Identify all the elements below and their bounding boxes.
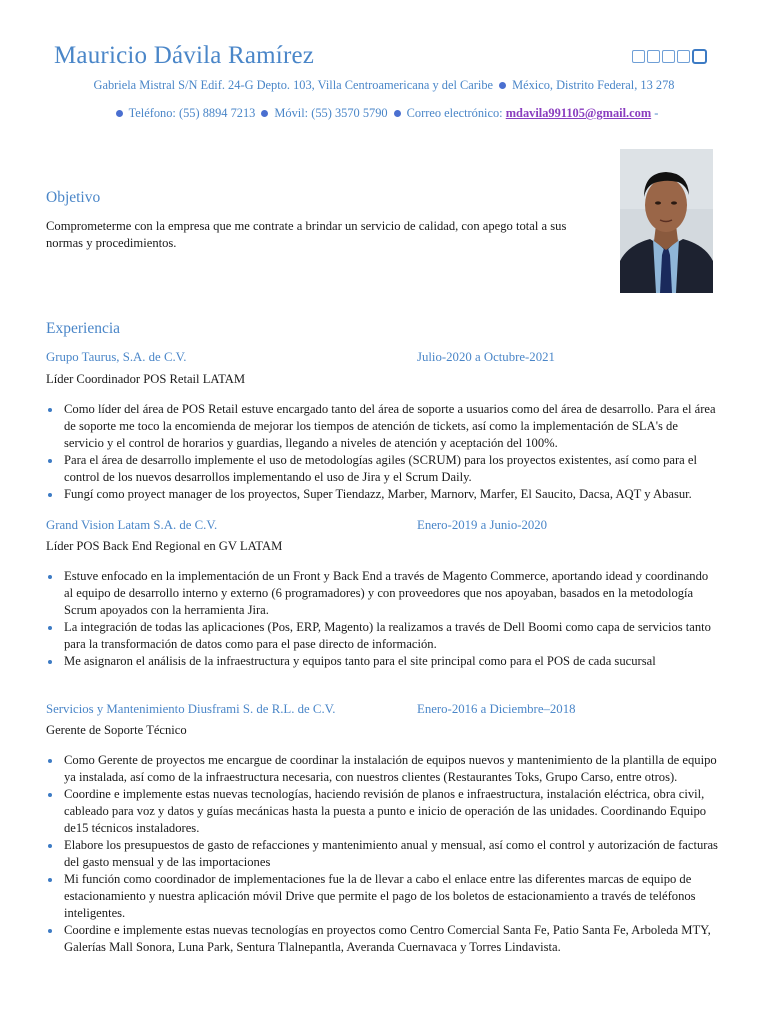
- phone: Teléfono: (55) 8894 7213: [128, 106, 256, 120]
- email-suffix: -: [654, 106, 659, 120]
- experience-heading: Experiencia: [46, 320, 121, 337]
- mobile: Móvil: (55) 3570 5790: [274, 106, 388, 120]
- list-item: Para el área de desarrollo implemente el uso de metodologías agiles (SCRUM) para los proyectos existentes, así como para el control de los nuevos desarrollos implementando el uso de Jira y el Scrum Daily.: [46, 452, 718, 486]
- list-item: Fungí como proyect manager de los proyectos, Super Tiendazz, Marber, Marnorv, Marfer, El Saucito, Dacsa, AQT y Abasur.: [46, 486, 718, 503]
- bullet-dot-icon: [116, 110, 123, 117]
- address-line: [0, 78, 768, 93]
- list-item: Como líder del área de POS Retail estuve encargado tanto del área de soporte a usuarios como del área de desarrollo. Para el área de soporte me toco la encomienda de mejorar los tiempos de atención de tickets, así como la implementación de SLA's de servicio y el control de horarios y guardias, llegando a niveles de atención y aceptación del 100%.: [46, 401, 718, 452]
- contact-line: [0, 106, 768, 121]
- email-link[interactable]: mdavila991105@gmail.com: [505, 106, 652, 120]
- list-item: Mi función como coordinador de implementaciones fue la de llevar a cabo el enlace entre las diferentes marcas de equipo de estacionamiento y nuestra aplicación móvil Drive que permite el pago de los boletos de estacionamiento a través de teléfonos inteligentes.: [46, 871, 718, 922]
- job-dates: Julio-2020 a Octubre-2021: [417, 350, 555, 364]
- list-item: Como Gerente de proyectos me encargue de coordinar la instalación de equipos nuevos y mantenimiento de la plantilla de equipo ya instalada, así como de la infraestructura necesaria, con nuestros clientes (Restaurantes Toks, Grupo Carso, entre otros).: [46, 752, 718, 786]
- job-role: Líder Coordinador POS Retail LATAM: [46, 372, 246, 386]
- list-item: Coordine e implemente estas nuevas tecnologías en proyectos como Centro Comercial Santa Fe, Patio Santa Fe, Arboleda MTY, Galerías Mall Sonora, Luna Park, Sentura Tlalnepantla, Averanda Cuernavaca y Torres Lindavista.: [46, 922, 718, 956]
- address-city: México, Distrito Federal, 13 278: [512, 78, 675, 92]
- list-item: Elabore los presupuestos de gasto de refacciones y mantenimiento anual y mensual, así como el control y autorización de facturas del gasto mensual y de las importaciones: [46, 837, 718, 871]
- list-item: La integración de todas las aplicaciones (Pos, ERP, Magento) la realizamos a través de Dell Boomi como capa de servicios tanto para la transformación de datos como para el pase directo de información.: [46, 619, 718, 653]
- address-street: Gabriela Mistral S/N Edif. 24-G Depto. 103, Villa Centroamericana y del Caribe: [93, 78, 494, 92]
- job-company: Grupo Taurus, S.A. de C.V.: [46, 350, 187, 364]
- list-item: Coordine e implemente estas nuevas tecnologías, haciendo revisión de planos e infraestructura, instalación eléctrica, obra civil, cableado para voz y datos y guías mecánicas hasta la puesta a punto e inicio de operación de las unidades. Coordinando Equipo de15 técnicos instaladores.: [46, 786, 718, 837]
- job-role: Gerente de Soporte Técnico: [46, 723, 187, 737]
- bullet-dot-icon: [261, 110, 268, 117]
- bullet-dot-icon: [499, 82, 506, 89]
- job-bullets: [46, 401, 718, 503]
- list-item: Estuve enfocado en la implementación de un Front y Back End a través de Magento Commerce, aportando idead y coordinando al equipo de desarrollo interno y externo (6 programadores) y con proveedores que nos apoyaban, basados en la metodología Scrum apoyados con la herramienta Jira.: [46, 568, 718, 619]
- bullet-dot-icon: [394, 110, 401, 117]
- candidate-name: Mauricio Dávila Ramírez: [54, 42, 315, 69]
- job-dates: Enero-2016 a Diciembre–2018: [417, 702, 576, 716]
- job-company: Grand Vision Latam S.A. de C.V.: [46, 518, 218, 532]
- profile-photo: [620, 149, 713, 293]
- list-item: Me asignaron el análisis de la infraestructura y equipos tanto para el site principal como para el POS de cada sucursal: [46, 653, 718, 670]
- objective-text: Comprometerme con la empresa que me contrate a brindar un servicio de calidad, con apego total a sus normas y procedimientos.: [46, 219, 567, 250]
- job-company: Servicios y Mantenimiento Diusframi S. de R.L. de C.V.: [46, 702, 336, 716]
- job-dates: Enero-2019 a Junio-2020: [417, 518, 548, 532]
- email-label: Correo electrónico:: [406, 106, 503, 120]
- objective-heading: Objetivo: [46, 189, 101, 206]
- job-role: Líder POS Back End Regional en GV LATAM: [46, 539, 283, 553]
- job-bullets: [46, 752, 718, 956]
- decorative-squares-icon: [632, 50, 707, 64]
- job-bullets: [46, 568, 718, 670]
